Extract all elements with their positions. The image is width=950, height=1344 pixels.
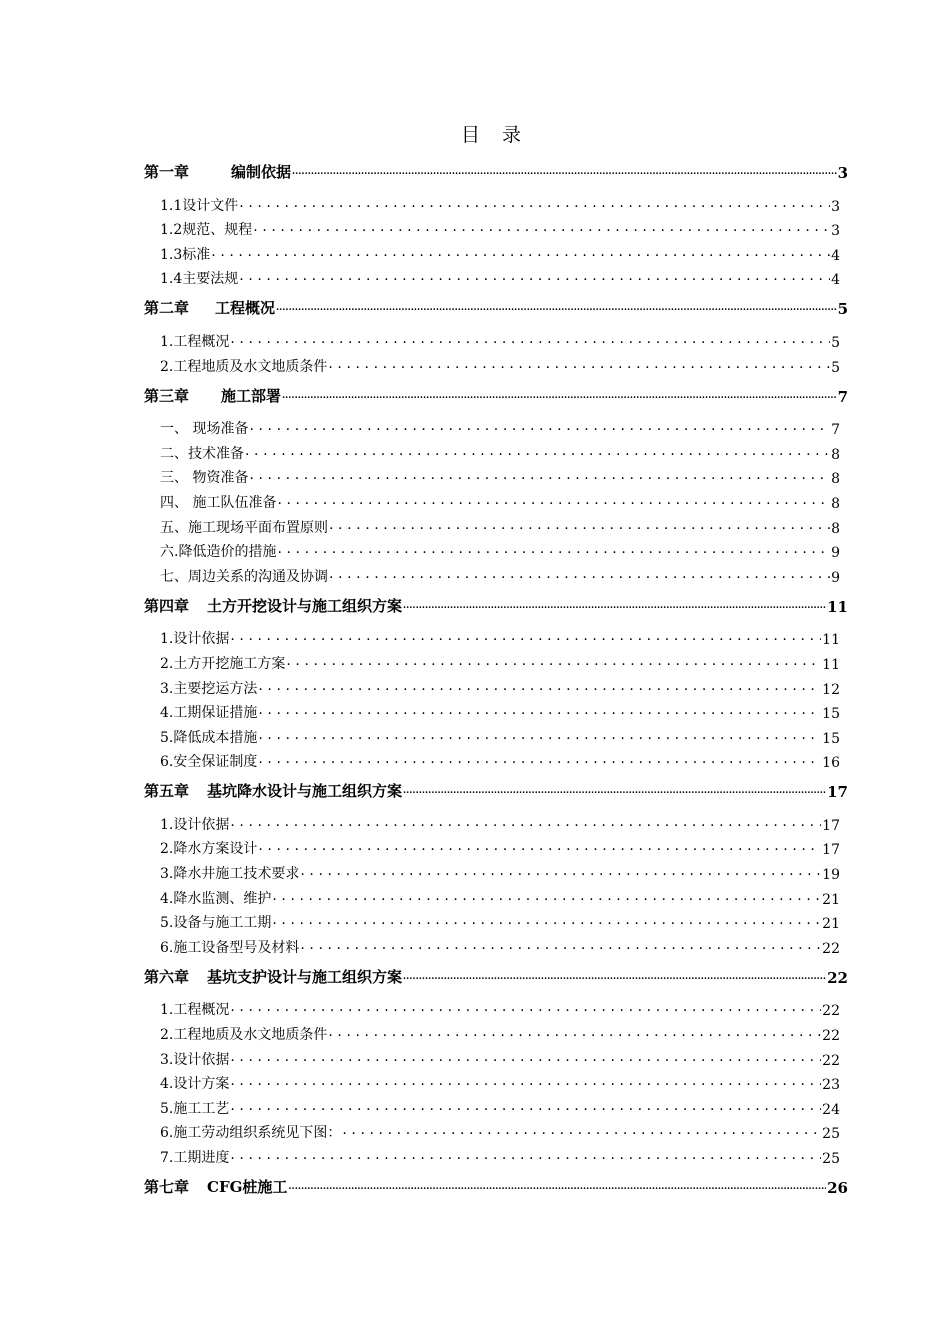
chapter-page-number: 17 [827, 783, 848, 802]
dot-leader [403, 601, 826, 611]
section-page-number: 12 [822, 681, 840, 698]
dot-leader [230, 1098, 821, 1114]
dot-leader [288, 1182, 826, 1192]
section-page-number: 25 [822, 1151, 840, 1167]
dot-leader [230, 1147, 821, 1163]
section-page-number: 8 [831, 520, 840, 537]
toc-chapter-entry[interactable] [144, 1167, 848, 1197]
dot-leader [211, 244, 830, 260]
dot-leader [403, 786, 826, 796]
toc-chapter-entry[interactable] [144, 152, 848, 182]
dot-leader [342, 1122, 821, 1138]
dot-leader [328, 1024, 821, 1040]
dot-leader [230, 1073, 821, 1089]
toc-section-entry[interactable] [144, 1142, 848, 1167]
dot-leader [328, 356, 830, 372]
toc-chapter-entry[interactable] [144, 586, 848, 616]
toc-section-entry[interactable] [144, 264, 848, 289]
chapter-title: 编制依据 [231, 163, 292, 181]
section-label: 4.设计方案 [160, 1076, 230, 1093]
toc-section-entry[interactable] [144, 414, 848, 439]
section-page-number: 8 [831, 446, 840, 463]
section-label: 5.设备与施工工期 [160, 915, 272, 932]
toc-section-entry[interactable] [144, 537, 848, 562]
dot-leader [258, 678, 821, 694]
toc-section-entry[interactable] [144, 561, 848, 586]
toc-section-entry[interactable] [144, 438, 848, 463]
toc-section-entry[interactable] [144, 995, 848, 1020]
dot-leader [272, 912, 821, 928]
section-label: 2.土方开挖施工方案 [160, 655, 286, 672]
section-page-number: 22 [822, 1028, 840, 1045]
chapter-page-number: 7 [837, 387, 848, 406]
toc-section-entry[interactable] [144, 326, 848, 351]
toc-section-entry[interactable] [144, 858, 848, 883]
section-label: 3.主要挖运方法 [160, 680, 258, 697]
dot-leader [249, 467, 830, 483]
section-page-number: 9 [831, 545, 840, 562]
section-label: 4.工期保证措施 [160, 705, 258, 722]
section-label: 2.工程地质及水文地质条件 [160, 1027, 328, 1044]
section-label: 3.降水井施工技术要求 [160, 866, 300, 883]
section-page-number: 15 [822, 730, 840, 747]
chapter-label [144, 385, 281, 406]
toc-section-entry[interactable] [144, 908, 848, 933]
section-label: 2.工程地质及水文地质条件 [160, 358, 328, 375]
section-page-number: 8 [831, 471, 840, 488]
toc-section-entry[interactable] [144, 673, 848, 698]
section-page-number: 4 [831, 247, 840, 264]
section-page-number: 11 [822, 656, 840, 673]
toc-section-entry[interactable] [144, 883, 848, 908]
dot-leader [230, 999, 821, 1015]
section-label: 1.工程概况 [160, 1002, 230, 1019]
toc-section-entry[interactable] [144, 512, 848, 537]
chapter-title: 基坑降水设计与施工组织方案 [207, 782, 403, 801]
section-label: 2.降水方案设计 [160, 841, 258, 858]
section-page-number: 22 [822, 940, 840, 957]
toc-section-entry[interactable] [144, 190, 848, 215]
section-page-number: 16 [822, 755, 840, 772]
section-page-number: 19 [822, 867, 840, 884]
section-page-number: 21 [822, 916, 840, 933]
toc-section-entry[interactable] [144, 1044, 848, 1069]
toc-section-entry[interactable] [144, 1019, 848, 1044]
dot-leader [258, 727, 821, 743]
chapter-label [144, 595, 402, 616]
section-label: 三、 物资准备 [160, 470, 249, 487]
toc-title: 目 录 [460, 124, 530, 146]
section-label: 二、技术准备 [160, 445, 244, 462]
section-page-number: 4 [831, 272, 840, 289]
section-page-number: 17 [822, 817, 840, 834]
section-page-number: 5 [831, 334, 840, 351]
chapter-page-number: 26 [827, 1179, 848, 1197]
toc-chapter-entry[interactable] [144, 771, 848, 801]
section-label: 3.设计依据 [160, 1051, 230, 1068]
dot-leader [245, 443, 830, 459]
dot-leader [329, 517, 830, 533]
dot-leader [230, 331, 830, 347]
toc-section-entry[interactable] [144, 809, 848, 834]
chapter-number: 第一章 [144, 163, 190, 181]
toc-section-entry[interactable] [144, 351, 848, 376]
chapter-label [144, 297, 275, 318]
toc-section-entry[interactable] [144, 239, 848, 264]
chapter-page-number: 3 [837, 164, 848, 182]
dot-leader [230, 814, 821, 830]
section-page-number: 3 [831, 223, 840, 240]
chapter-label [144, 1176, 287, 1197]
section-page-number: 23 [822, 1077, 840, 1094]
dot-leader [277, 492, 830, 508]
toc-section-entry[interactable] [144, 1118, 848, 1143]
section-page-number: 24 [822, 1101, 840, 1118]
section-page-number: 15 [822, 706, 840, 723]
chapter-label [144, 780, 402, 801]
dot-leader [300, 863, 821, 879]
toc-section-entry[interactable] [144, 932, 848, 957]
dot-leader [276, 303, 837, 313]
chapter-label [144, 966, 402, 987]
chapter-number: 第三章 [144, 386, 190, 405]
dot-leader [239, 195, 830, 211]
dot-leader [286, 653, 821, 669]
dot-leader [253, 219, 830, 235]
section-label: 1.设计依据 [160, 631, 230, 648]
section-label: 6.安全保证制度 [160, 754, 258, 771]
toc-section-entry[interactable] [144, 463, 848, 488]
section-label: 1.设计依据 [160, 816, 230, 833]
chapter-number: 第四章 [144, 596, 190, 615]
dot-leader [258, 702, 821, 718]
section-page-number: 8 [831, 495, 840, 512]
section-page-number: 11 [822, 632, 840, 649]
section-page-number: 25 [822, 1126, 840, 1143]
section-page-number: 3 [831, 198, 840, 215]
section-page-number: 17 [822, 842, 840, 859]
toc-section-entry[interactable] [144, 747, 848, 772]
dot-leader [403, 972, 826, 982]
chapter-label [144, 161, 291, 182]
toc-section-entry[interactable] [144, 487, 848, 512]
section-label: 五、施工现场平面布置原则 [160, 519, 328, 536]
toc-section-entry[interactable] [144, 1093, 848, 1118]
dot-leader [239, 268, 830, 284]
dot-leader [258, 838, 821, 854]
chapter-title: 施工部署 [221, 386, 282, 405]
section-label: 6.施工劳动组织系统见下图： [160, 1125, 342, 1142]
chapter-number: 第二章 [144, 299, 190, 318]
dot-leader [272, 888, 821, 904]
dot-leader [282, 391, 837, 401]
section-label: 1.3标准 [160, 246, 211, 263]
dot-leader [230, 628, 821, 644]
toc-chapter-entry[interactable] [144, 957, 848, 987]
chapter-number: 第五章 [144, 782, 190, 801]
chapter-page-number: 5 [837, 300, 848, 319]
section-label: 1.1设计文件 [160, 197, 239, 214]
chapter-number: 第七章 [144, 1178, 190, 1196]
toc-section-entry[interactable] [144, 722, 848, 747]
toc-section-entry[interactable] [144, 624, 848, 649]
section-label: 1.2规范、规程 [160, 222, 253, 239]
section-label: 一、 现场准备 [160, 421, 249, 438]
section-label: 5.降低成本措施 [160, 729, 258, 746]
chapter-page-number: 22 [827, 968, 848, 987]
dot-leader [292, 167, 837, 177]
section-label: 六.降低造价的措施 [160, 544, 277, 561]
toc-section-entry[interactable] [144, 698, 848, 723]
chapter-title: CFG桩施工 [207, 1178, 288, 1196]
dot-leader [258, 751, 821, 767]
dot-leader [249, 418, 830, 434]
toc-section-entry[interactable] [144, 1069, 848, 1094]
dot-leader [329, 566, 830, 582]
toc-section-entry[interactable] [144, 834, 848, 859]
section-page-number: 21 [822, 891, 840, 908]
section-page-number: 22 [822, 1003, 840, 1020]
toc-list [144, 152, 848, 1197]
toc-chapter-entry[interactable] [144, 288, 848, 318]
section-page-number: 5 [831, 359, 840, 376]
section-label: 6.施工设备型号及材料 [160, 939, 300, 956]
section-page-number: 7 [831, 422, 840, 439]
section-label: 7.工期进度 [160, 1150, 230, 1166]
toc-section-entry[interactable] [144, 648, 848, 673]
chapter-title: 基坑支护设计与施工组织方案 [207, 967, 403, 986]
section-page-number: 22 [822, 1052, 840, 1069]
section-page-number: 9 [831, 569, 840, 586]
section-label: 1.工程概况 [160, 333, 230, 350]
section-label: 4.降水监测、维护 [160, 890, 272, 907]
dot-leader [230, 1049, 821, 1065]
chapter-number: 第六章 [144, 967, 190, 986]
section-label: 5.施工工艺 [160, 1100, 230, 1117]
toc-section-entry[interactable] [144, 215, 848, 240]
section-label: 四、 施工队伍准备 [160, 494, 277, 511]
section-label: 1.4主要法规 [160, 271, 239, 288]
dot-leader [300, 937, 821, 953]
toc-chapter-entry[interactable] [144, 376, 848, 406]
chapter-title: 工程概况 [215, 299, 276, 318]
chapter-title: 土方开挖设计与施工组织方案 [207, 596, 403, 615]
chapter-page-number: 11 [827, 597, 848, 616]
section-label: 七、周边关系的沟通及协调 [160, 568, 328, 585]
dot-leader [277, 541, 830, 557]
